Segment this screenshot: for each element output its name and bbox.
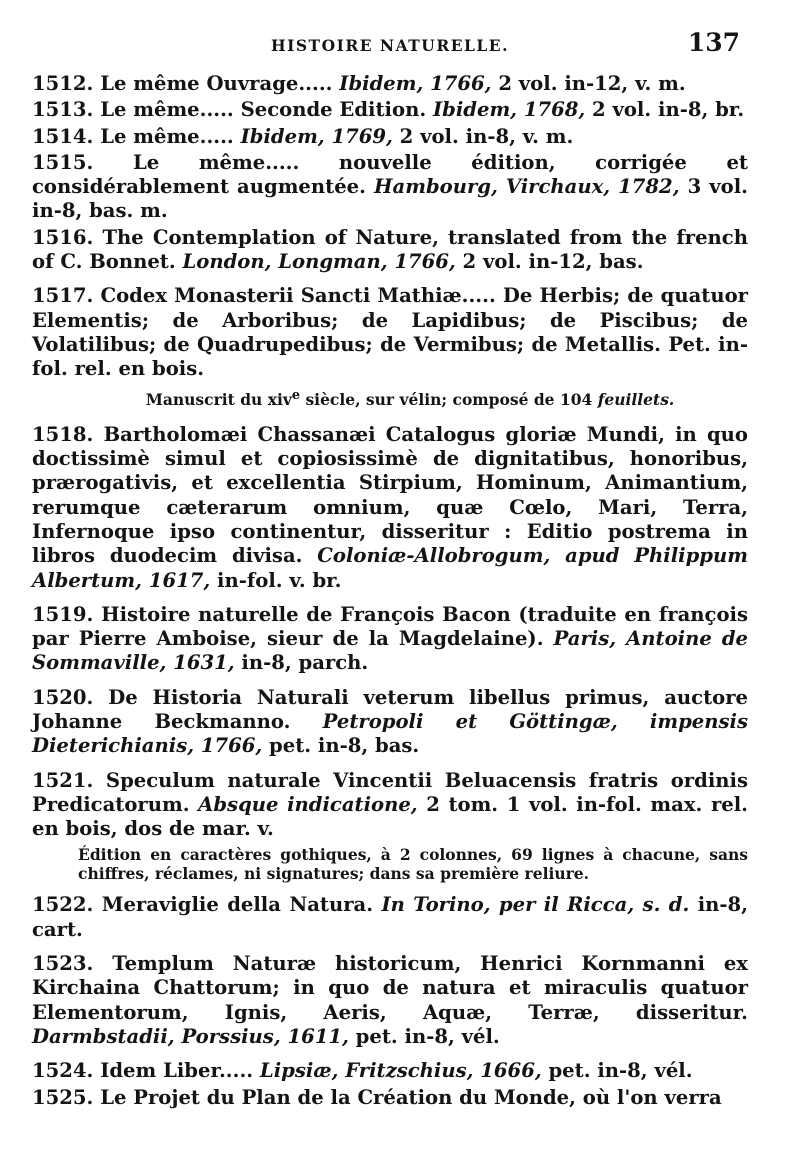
entry-number: 1521. (32, 768, 94, 792)
entry-number: 1520. (32, 685, 94, 709)
page-number: 137 (687, 28, 740, 57)
entry-format: pet. in-8, vél. (355, 1024, 500, 1048)
entry-text: Meraviglie della Natura. (101, 893, 374, 917)
catalog-entry-1520 (32, 686, 748, 759)
catalog-entry-1521 (32, 769, 748, 842)
entry-text: Le même..... nouvelle édition, corrigée et considérablement augmentée. (32, 150, 748, 199)
note-text: Manuscrit du xiv (145, 389, 292, 409)
catalog-entry-1516 (32, 226, 748, 275)
entry-text: Speculum naturale Vincentii Beluacensis fratris ordinis Predicatorum. (32, 768, 748, 816)
entry-format: 3 vol. in-8, bas. m. (32, 175, 748, 223)
catalog-entry-1514 (32, 125, 748, 149)
entry-format: in-8, cart. (32, 893, 748, 941)
entry-format: 2 vol. in-8, br. (592, 98, 745, 122)
entry-format: in-8, parch. (241, 651, 369, 675)
entry-number: 1518. (32, 422, 94, 446)
entry-format: in-fol. v. br. (217, 568, 342, 592)
entry-number: 1517. (32, 284, 94, 308)
entry-number: 1523. (32, 952, 94, 976)
entry-imprint: Ibidem, 1769, (240, 124, 393, 148)
entry-number: 1515. (32, 150, 94, 174)
entry-format: pet. in-8, vél. (548, 1059, 693, 1083)
catalog-entry-1513 (32, 98, 748, 122)
note-italic: feuillets. (597, 389, 675, 409)
entry-text: Templum Naturæ historicum, Henrici Kornmanni ex Kirchaina Chattorum; in quo de natura et miraculis quatuor Elementorum, Ignis, Aeris, Aquæ, Terræ, disseritur. (32, 952, 748, 1024)
entry-number: 1519. (32, 602, 94, 626)
catalog-entry-1519 (32, 603, 748, 676)
entry-format: 2 vol. in-8, v. m. (399, 124, 574, 148)
entry-number: 1522. (32, 893, 94, 917)
entry-number: 1525. (32, 1085, 94, 1109)
entry-format: 2 vol. in-12, v. m. (498, 72, 686, 95)
entry-number: 1514. (32, 124, 94, 148)
catalog-entry-1512 (32, 72, 748, 96)
page-header (32, 28, 748, 72)
entry-format: 2 tom. 1 vol. in-fol. max. rel. en bois, dos de mar. v. (32, 792, 748, 841)
entry-imprint: Coloniæ-Allobrogum, apud Philippum Albertum, 1617, (32, 544, 748, 592)
entry-text: Le même..... (100, 124, 234, 148)
entry-imprint: Absque indicatione, (198, 792, 418, 816)
catalog-entry-1515 (32, 151, 748, 224)
entry-imprint: In Torino, per il Ricca, s. d. (381, 893, 690, 917)
catalog-entry-1517 (32, 284, 748, 381)
catalog-entry-1518 (32, 423, 748, 593)
entry-text: De Historia Naturali veterum libellus primus, auctore Johanne Beckmanno. (32, 685, 748, 733)
entry-imprint: Lipsiæ, Fritzschius, 1666, (259, 1059, 542, 1083)
entry-imprint: Paris, Antoine de Sommaville, 1631, (32, 627, 748, 675)
entry-imprint: Ibidem, 1768, (432, 98, 586, 122)
entry-imprint: Hambourg, Virchaux, 1782, (374, 175, 680, 199)
catalog-entry-1523 (32, 952, 748, 1049)
entry-number: 1516. (32, 225, 94, 249)
running-head: HISTOIRE NATURELLE. (270, 36, 510, 55)
entry-text: Bartholomæi Chassanæi Catalogus gloriæ Mundi, in quo doctissimè simul et copiosissimè de dignitatibus, honoribus, prærogativis, et excellentia Stirpium, Hominum, Animantium, rerumque cæterarum omnium, quæ Cœlo, Mari, Terra, Infernoque ipso continentur, disseritur : Editio postrema in libros duodecim divisa. (32, 422, 749, 568)
entry-text: Le même..... Seconde Edition. (100, 98, 427, 122)
entry-imprint: Darmbstadii, Porssius, 1611, (32, 1024, 349, 1048)
entry-text: Idem Liber..... (100, 1059, 254, 1083)
entry-number: 1512. (32, 72, 94, 95)
entry-imprint: Petropoli et Göttingæ, impensis Dieterichianis, 1766, (32, 709, 748, 758)
entry-note-1521: Édition en caractères gothiques, à 2 colonnes, 69 lignes à chacune, sans chiffres, réclames, ni signatures; dans sa première reliure. (78, 845, 748, 884)
entry-format: 2 vol. in-12, bas. (462, 250, 644, 274)
entry-text: The Contemplation of Nature, translated from the french of C. Bonnet. (32, 225, 748, 274)
entry-text: Le Projet du Plan de la Création du Monde, où l'on verra (100, 1085, 722, 1109)
note-text-continued: siècle, sur vélin; composé de 104 (300, 389, 593, 409)
entry-imprint: Ibidem, 1766, (339, 72, 492, 95)
entry-number: 1513. (32, 98, 94, 122)
entry-format: pet. in-8, bas. (269, 734, 420, 758)
catalog-entry-1525 (32, 1086, 748, 1110)
entry-text: Le même Ouvrage..... (100, 72, 333, 95)
entry-note-1517 (32, 386, 748, 409)
entry-text: Codex Monasterii Sancti Mathiæ..... De Herbis; de quatuor Elementis; de Arboribus; de Lapidibus; de Piscibus; de Volatilibus; de Quadrupedibus; de Vermibus; de Metallis. Pet. in-fol. rel. en bois. (32, 284, 748, 381)
catalog-entry-1522 (32, 893, 748, 942)
entry-text: Histoire naturelle de François Bacon (traduite en françois par Pierre Amboise, sieur de la Magdelaine). (32, 602, 748, 651)
catalog-entry-1524 (32, 1059, 748, 1083)
entry-number: 1524. (32, 1059, 94, 1083)
note-superscript: e (291, 387, 301, 403)
entry-imprint: London, Longman, 1766, (182, 250, 456, 274)
